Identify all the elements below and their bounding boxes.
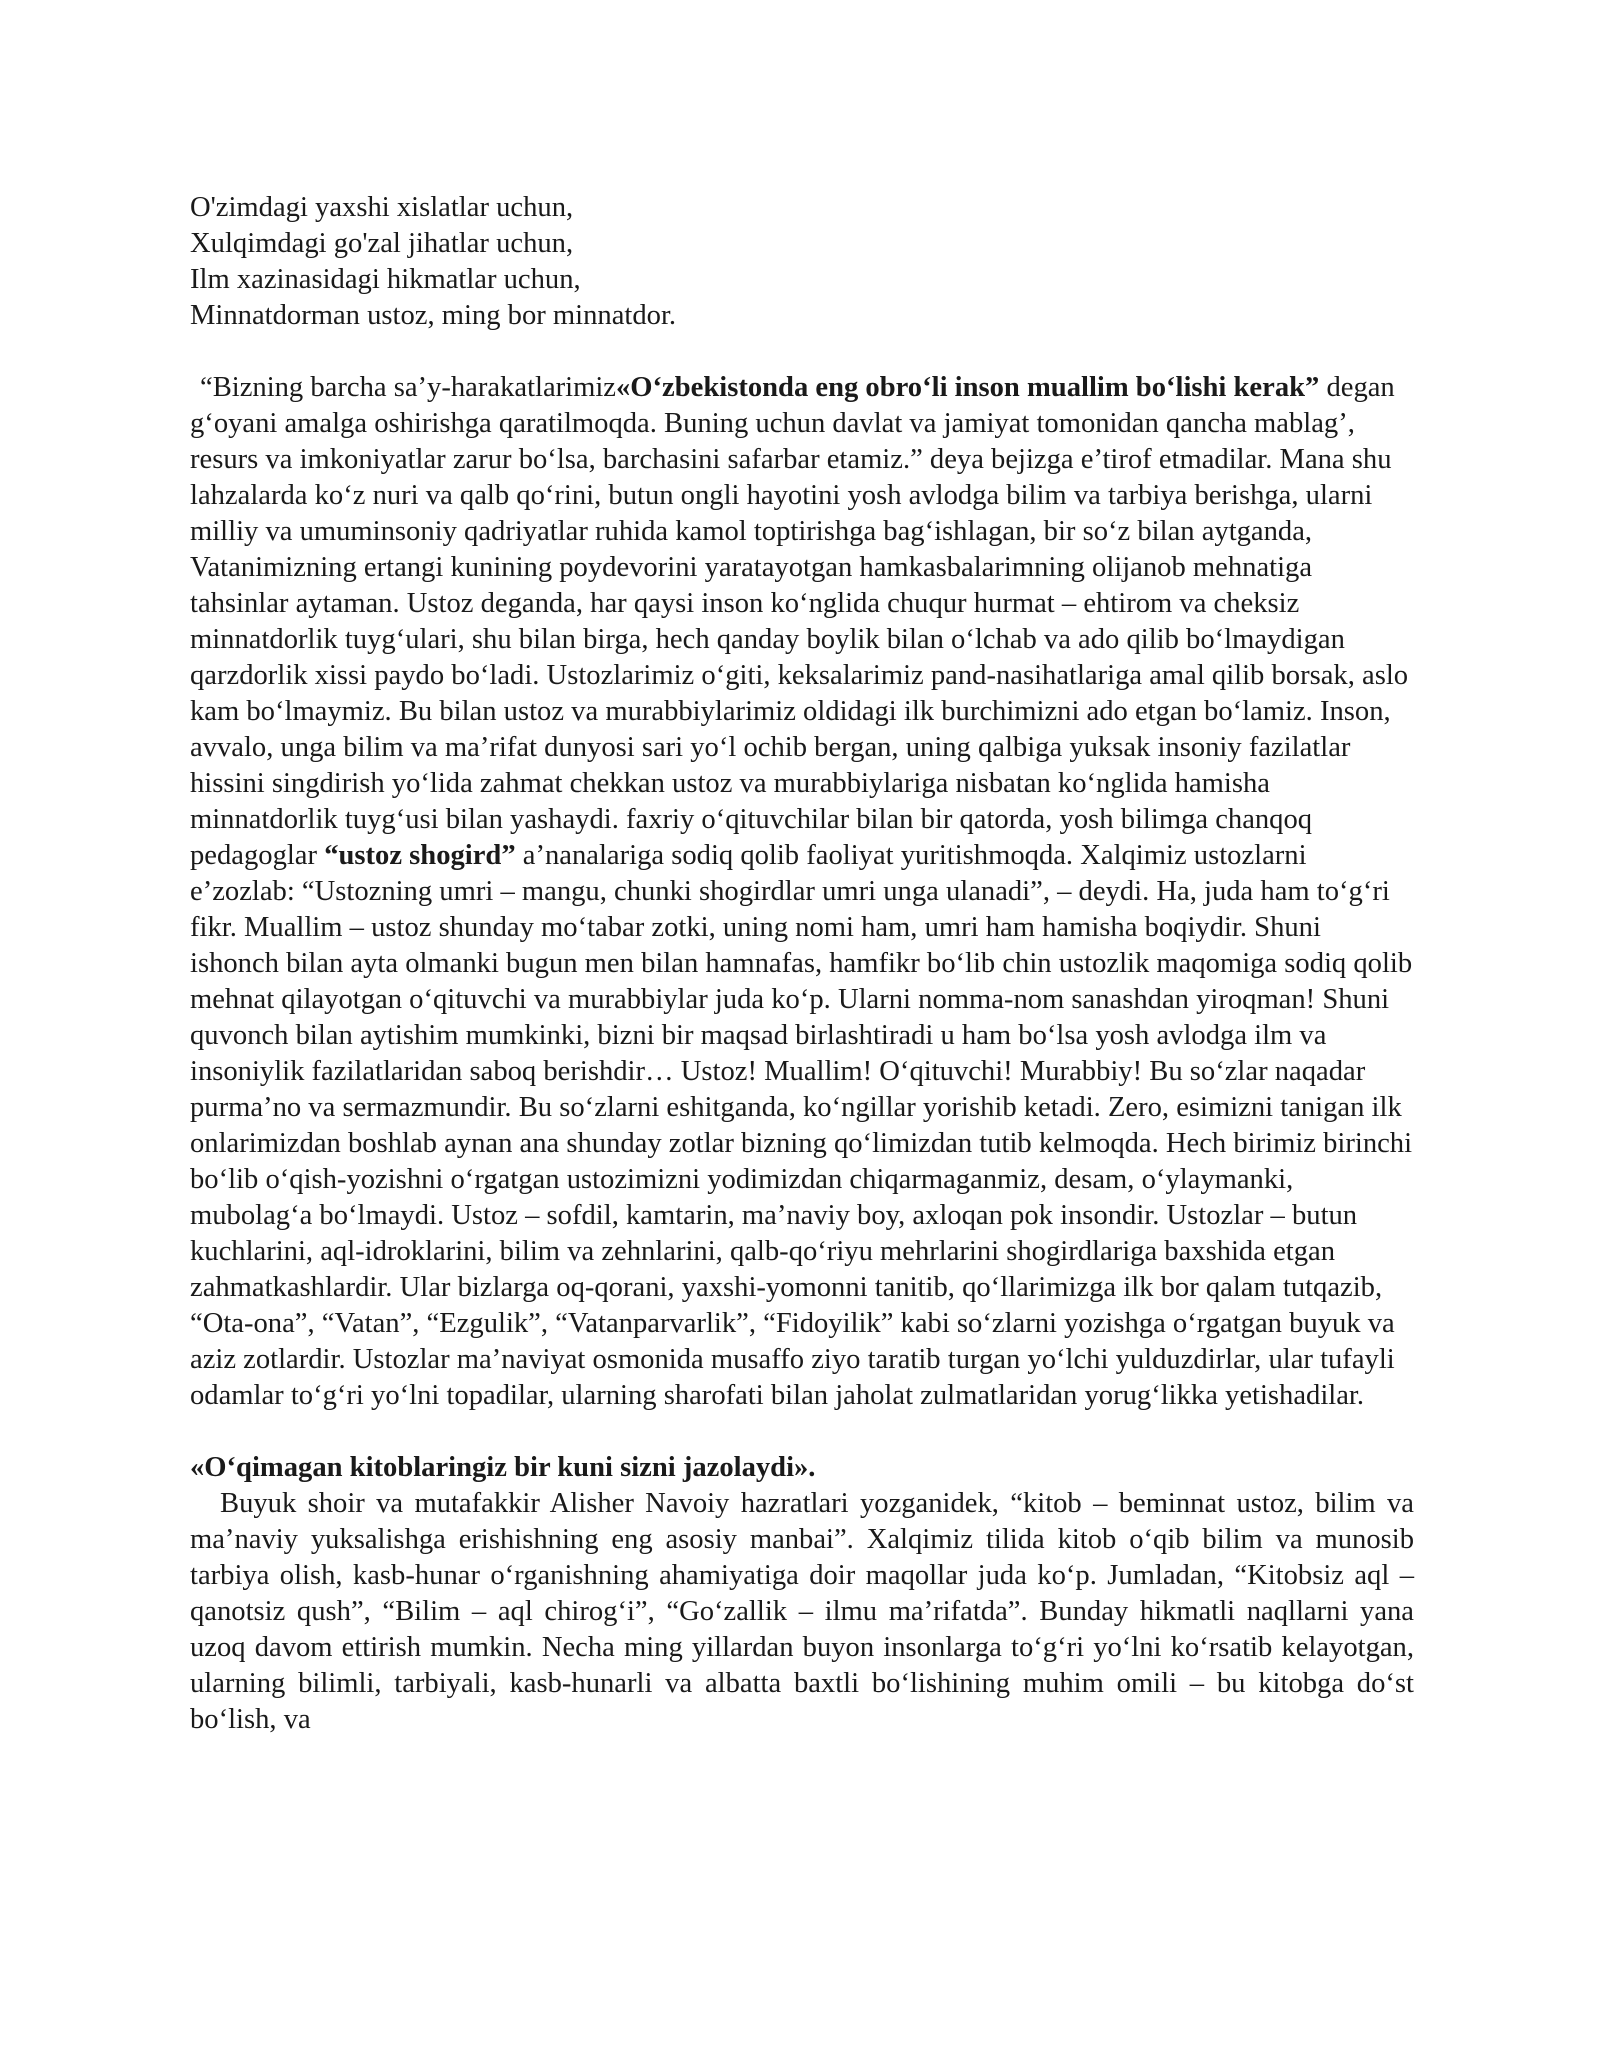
paragraph-text: a’nanalariga sodiq qolib faoliyat yuritishmoqda. Xalqimiz ustozlarni e’zozlab: “Ustozning umri – mangu, chunki shogirdlar umri unga ulanadi”, – deydi. Ha, juda ham to‘g‘ri fikr. Muallim – ustoz shunday mo‘tabar zotki, uning nomi ham, umri ham hamisha boqiydir. Shuni ishonch bilan ayta olmanki bugun men bilan hamnafas, hamfikr bo‘lib chin ustozlik maqomiga sodiq qolib mehnat qilayotgan o‘qituvchi va murabbiylar juda ko‘p. Ularni nomma-nom sanashdan yiroqman! Shuni quvonch bilan aytishim mumkinki, bizni bir maqsad birlashtiradi u ham bo‘lsa yosh avlodga ilm va insoniylik fazilatlaridan saboq berishdir… Ustoz! Muallim! O‘qituvchi! Murabbiy! Bu so‘zlar naqadar purma’no va sermazmundir. Bu so‘zlarni eshitganda, ko‘ngillar yorishib ketadi. Zero, esimizni tanigan ilk onlarimizdan boshlab aynan ana shunday zotlar bizning qo‘limizdan tutib kelmoqda. Hech birimiz birinchi bo‘lib o‘qish-yozishni o‘rgatgan ustozimizni yodimizdan chiqarmaganmiz, desam, o‘ylaymanki, mubolag‘a bo‘lmaydi. Ustoz – sofdil, kamtarin, ma’naviy boy, axloqan pok insondir. Ustozlar – butun kuchlarini, aql-idroklarini, bilim va zehnlarini, qalb-qo‘riyu mehrlarini shogirdlariga baxshida etgan zahmatkashlardir. Ular bizlarga oq-qorani, yaxshi-yomonni tanitib, qo‘llarimizga ilk bor qalam tutqazib, “Ota-ona”, “Vatan”, “Ezgulik”, “Vatanparvarlik”, “Fidoyilik” kabi so‘zlarni yozishga o‘rgatgan buyuk va aziz zotlardir. Ustozlar ma’naviyat osmonida musaffo ziyo taratib turgan yo‘lchi yulduzdirlar, ular tufayli odamlar to‘g‘ri yo‘lni topadilar, ularning sharofati bilan jaholat zulmatlaridan yorug‘likka yetishadilar. [190, 840, 1413, 1411]
bold-quote: «O‘zbekistonda eng obro‘li inson muallim bo‘lishi kerak” [616, 372, 1320, 403]
paragraph-ustoz [190, 370, 1414, 1414]
blank-line [190, 334, 1414, 370]
poem-line: Ilm xazinasidagi hikmatlar uchun, [190, 264, 581, 295]
poem-line: O'zimdagi yaxshi xislatlar uchun, [190, 192, 574, 223]
section-heading: «O‘qimagan kitoblaringiz bir kuni sizni jazolaydi». [190, 1452, 816, 1483]
poem-block [190, 190, 1414, 334]
paragraph-kitob: Buyuk shoir va mutafakkir Alisher Navoiy hazratlari yozganidek, “kitob – beminnat ustoz, bilim va ma’naviy yuksalishga erishishning eng asosiy manbai”. Xalqimiz tilida kitob o‘qib bilim va munosib tarbiya olish, kasb-hunar o‘rganishning ahamiyatiga doir maqollar juda ko‘p. Jumladan, “Kitobsiz aql – qanotsiz qush”, “Bilim – aql chirog‘i”, “Go‘zallik – ilmu ma’rifatda”. Bunday hikmatli naqllarni yana uzoq davom ettirish mumkin. Necha ming yillardan buyon insonlarga to‘g‘ri yo‘lni ko‘rsatib kelayotgan, ularning bilimli, tarbiyali, kasb-hunarli va albatta baxtli bo‘lishining muhim omili – bu kitobga do‘st bo‘lish, va [190, 1488, 1414, 1735]
blank-line [190, 1414, 1414, 1450]
paragraph-text: “Bizning barcha sa’y-harakatlarimiz [200, 372, 616, 403]
poem-line: Xulqimdagi go'zal jihatlar uchun, [190, 228, 574, 259]
bold-phrase: “ustoz shogird” [324, 840, 516, 871]
document-page [190, 190, 1414, 1738]
poem-line: Minnatdorman ustoz, ming bor minnatdor. [190, 300, 677, 331]
paragraph-text: degan g‘oyani amalga oshirishga qaratilmoqda. Buning uchun davlat va jamiyat tomonidan qancha mablag’, resurs va imkoniyatlar zarur bo‘lsa, barchasini safarbar etamiz.” deya bejizga e’tirof etmadilar. Mana shu lahzalarda ko‘z nuri va qalb qo‘rini, butun ongli hayotini yosh avlodga bilim va tarbiya berishga, ularni milliy va umuminsoniy qadriyatlar ruhida kamol toptirishga bag‘ishlagan, bir so‘z bilan aytganda, Vatanimizning ertangi kunining poydevorini yaratayotgan hamkasbalarimning olijanob mehnatiga tahsinlar aytaman. Ustoz deganda, har qaysi inson ko‘nglida chuqur hurmat – ehtirom va cheksiz minnatdorlik tuyg‘ulari, shu bilan birga, hech qanday boylik bilan o‘lchab va ado qilib bo‘lmaydigan qarzdorlik xissi paydo bo‘ladi. Ustozlarimiz o‘giti, keksalarimiz pand-nasihatlariga amal qilib borsak, aslo kam bo‘lmaymiz. Bu bilan ustoz va murabbiylarimiz oldidagi ilk burchimizni ado etgan bo‘lamiz. Inson, avvalo, unga bilim va ma’rifat dunyosi sari yo‘l ochib bergan, uning qalbiga yuksak insoniy fazilatlar hissini singdirish yo‘lida zahmat chekkan ustoz va murabbiylariga nisbatan ko‘nglida hamisha minnatdorlik tuyg‘usi bilan yashaydi. faxriy o‘qituvchilar bilan bir qatorda, yosh bilimga chanqoq pedagoglar [190, 372, 1409, 871]
